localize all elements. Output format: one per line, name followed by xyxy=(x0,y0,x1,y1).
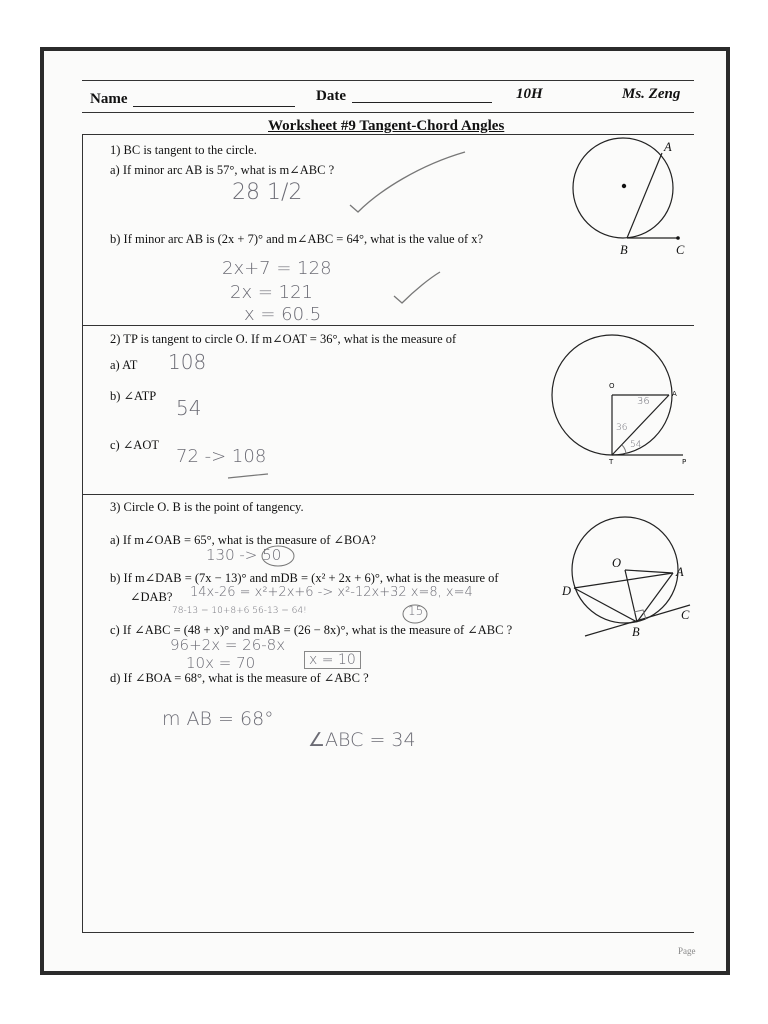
q3-stem: 3) Circle O. B is the point of tangency. xyxy=(110,500,304,514)
q1b-work-line2: 2x = 121 xyxy=(230,282,313,303)
q2-part-c: c) ∠AOT xyxy=(110,438,159,452)
q2-mark-36a: 36 xyxy=(637,396,650,407)
q3-segment-oa xyxy=(625,570,673,573)
name-label: Name xyxy=(90,91,128,107)
teacher-name: Ms. Zeng xyxy=(622,86,681,102)
q3-label-b: B xyxy=(632,625,640,639)
q1-label-a: A xyxy=(664,140,672,154)
q3-part-b-line1: b) If m∠DAB = (7x − 13)° and mDB = (x² + 2x + 6)°, what is the measure of xyxy=(110,571,499,585)
q1-stem: 1) BC is tangent to the circle. xyxy=(110,143,257,157)
q2-label-t: T xyxy=(609,458,614,466)
q2-part-b: b) ∠ATP xyxy=(110,389,157,403)
q1-label-b: B xyxy=(620,243,628,257)
q3-label-o: O xyxy=(612,556,622,570)
q3-part-a: a) If m∠OAB = 65°, what is the measure of ∠BOA? xyxy=(110,533,376,547)
q1-part-b: b) If minor arc AB is (2x + 7)° and m∠ABC = 64°, what is the value of x? xyxy=(110,232,484,246)
q3c-answer: x = 10 xyxy=(304,651,361,669)
q1a-answer: 28 1/2 xyxy=(232,180,303,205)
q3b-work1: 14x-26 = x²+2x+6 -> x²-12x+32 x=8, x=4 xyxy=(190,585,473,600)
q3b-answer: 15 xyxy=(408,604,424,618)
q2-label-o: O xyxy=(609,382,615,390)
q2c-answer: 72 -> 108 xyxy=(176,446,267,467)
q3d-work1: m AB = 68° xyxy=(162,708,274,730)
q1-part-a: a) If minor arc AB is 57°, what is m∠ABC ? xyxy=(110,163,335,177)
worksheet-title: Worksheet #9 Tangent-Chord Angles xyxy=(268,118,505,134)
q3a-answer: 130 -> 50 xyxy=(206,546,282,564)
q3c-work1: 96+2x = 26-8x xyxy=(170,636,286,654)
class-code: 10H xyxy=(516,86,543,102)
q3-label-d: D xyxy=(562,584,572,598)
q1b-work-line1: 2x+7 = 128 xyxy=(222,258,332,279)
date-label: Date xyxy=(316,88,346,104)
q3b-work2: 78-13 = 10+8+6 56-13 = 64! xyxy=(172,606,307,616)
q1b-work-line3: x = 60.5 xyxy=(244,304,322,325)
q2-part-a: a) AT xyxy=(110,358,138,372)
q2-mark-36b: 36 xyxy=(616,423,628,433)
q3d-work2: ∠ABC = 34 xyxy=(308,729,416,751)
q3-part-b-line2: ∠DAB? xyxy=(130,590,173,604)
q3-label-c: C xyxy=(681,608,690,622)
q1-label-c: C xyxy=(676,243,685,257)
q2-mark-54: 54 xyxy=(630,440,642,450)
q3-label-a: A xyxy=(676,565,684,579)
q2-label-p: P xyxy=(682,458,687,466)
q3-segment-ab xyxy=(637,573,673,622)
q3-segment-da xyxy=(574,573,673,588)
q2-stem: 2) TP is tangent to circle O. If m∠OAT = 36°, what is the measure of xyxy=(110,332,457,346)
page-footer: Page xyxy=(678,946,696,956)
q3-segment-db xyxy=(574,588,637,622)
q3-segment-ob xyxy=(625,570,637,622)
q3-part-c: c) If ∠ABC = (48 + x)° and mAB = (26 − 8x)°, what is the measure of ∠ABC ? xyxy=(110,623,513,637)
q3-part-d: d) If ∠BOA = 68°, what is the measure of ∠ABC ? xyxy=(110,671,369,685)
q2b-answer: 54 xyxy=(176,396,202,420)
q3c-work2: 10x = 70 xyxy=(186,654,256,672)
q2a-answer: 108 xyxy=(168,350,207,374)
q2-label-a: A xyxy=(672,390,677,398)
